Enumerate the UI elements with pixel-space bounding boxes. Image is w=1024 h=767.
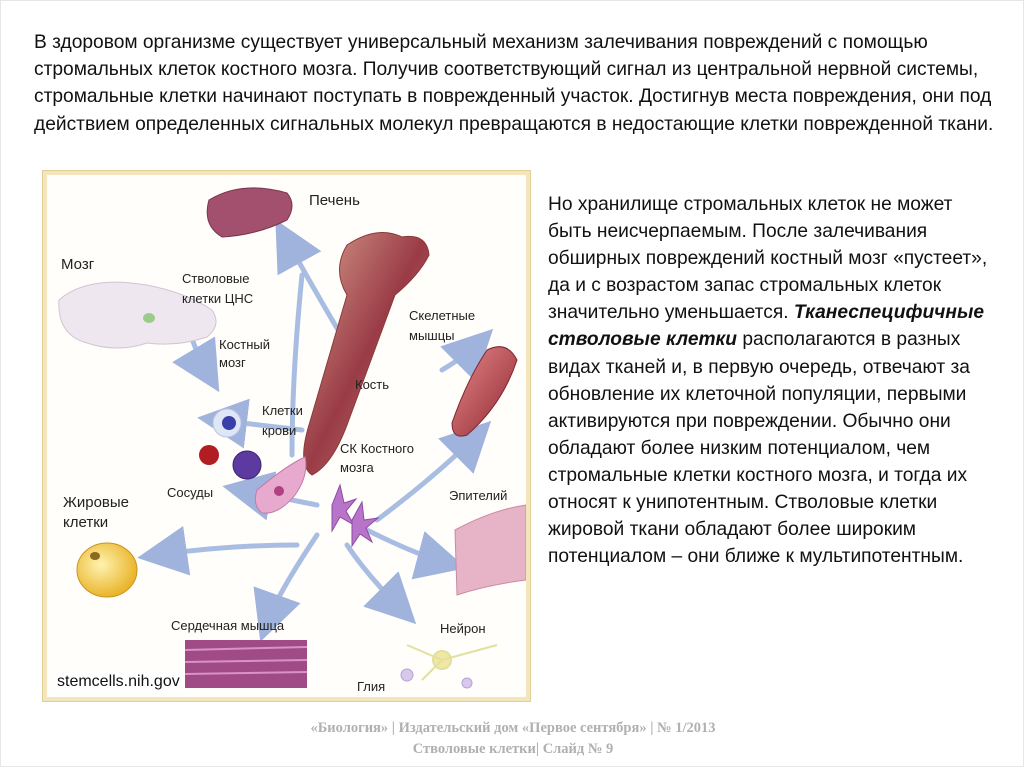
cns-stem-cell-icon — [143, 313, 155, 323]
label-epithelium: Эпителий — [449, 488, 508, 503]
label-vessels: Сосуды — [167, 485, 214, 500]
bold-term: Тканеспецифичные стволовые клетки — [548, 302, 984, 351]
label-cns-stem-line2: клетки ЦНС — [182, 291, 254, 306]
label-brain: Мозг — [61, 256, 95, 273]
label-blood-line2: крови — [262, 423, 297, 438]
white-blood-cell-icon — [233, 451, 261, 479]
right-text-part1: Но хранилище стромальных клеток не может быть неисчерпаемым. После залечивания обширных повреждений костный мозг «пустеет», да и с возрастом запас стромальных клеток значительно уменьшается. — [548, 194, 988, 324]
diagram-svg — [47, 175, 526, 697]
vessel-cell-icon — [255, 457, 306, 513]
image-credit: stemcells.nih.gov — [55, 673, 184, 691]
epithelium-icon — [455, 505, 526, 595]
label-liver: Печень — [309, 192, 360, 209]
label-msc-line2: мозга — [340, 460, 374, 475]
label-bone: Кость — [355, 377, 390, 392]
label-cns-stem-line1: Стволовые — [182, 271, 250, 286]
fat-cell-icon — [77, 543, 137, 597]
footer-line2: Стволовые клетки| Слайд № 9 — [412, 741, 614, 757]
slide-footer — [1, 718, 1024, 760]
liver-icon — [207, 188, 292, 237]
red-blood-cell-icon — [199, 445, 219, 465]
label-glia: Глия — [357, 679, 386, 694]
stem-cell-diagram — [43, 171, 530, 701]
glia-icon — [401, 669, 472, 688]
label-neuron: Нейрон — [440, 621, 486, 636]
vessel-cell-nucleus-icon — [274, 486, 284, 496]
blood-cell-nucleus-icon — [222, 416, 236, 430]
stromal-stem-cells — [332, 485, 378, 546]
label-skeletal-line2: мышцы — [409, 328, 455, 343]
label-fat-line1: Жировые — [63, 494, 130, 511]
bone-icon — [304, 233, 429, 476]
right-paragraph — [548, 191, 998, 570]
footer-line1: «Биология» | Издательский дом «Первое сентября» | № 1/2013 — [310, 720, 716, 736]
label-skeletal-line1: Скелетные — [409, 308, 476, 323]
label-marrow-line2: мозг — [219, 355, 246, 370]
intro-paragraph: В здоровом организме существует универсальный механизм залечивания повреждений с помощью стромальных клеток костного мозга. Получив соответствующий сигнал из центральной нервной системы, стромальные клетки начинают поступать в поврежденный участок. Достигнув места повреждения, они под действием определенных сигнальных молекул превращаются в недостающие клетки поврежденной ткани. — [34, 32, 994, 135]
label-marrow-line1: Костный — [219, 337, 271, 352]
fat-cell-nucleus-icon — [90, 552, 100, 560]
label-blood-line1: Клетки — [262, 403, 303, 418]
right-text-part2: располагаются в разных видах тканей и, в первую очередь, отвечают за обновление их клеточной популяции, первыми активируются при повреждении. Обычно они обладают более низким потенциалом, чем стромальные клетки костного мозга, и тогда их относят к унипотентным. Стволовые клетки жировой ткани обладают более широким потенциалом – они ближе к мультипотентным. — [548, 329, 970, 568]
label-fat-line2: клетки — [63, 514, 109, 531]
neuron-icon — [407, 645, 497, 680]
label-heart: Сердечная мышца — [171, 618, 285, 633]
label-msc-line1: СК Костного — [340, 441, 414, 456]
